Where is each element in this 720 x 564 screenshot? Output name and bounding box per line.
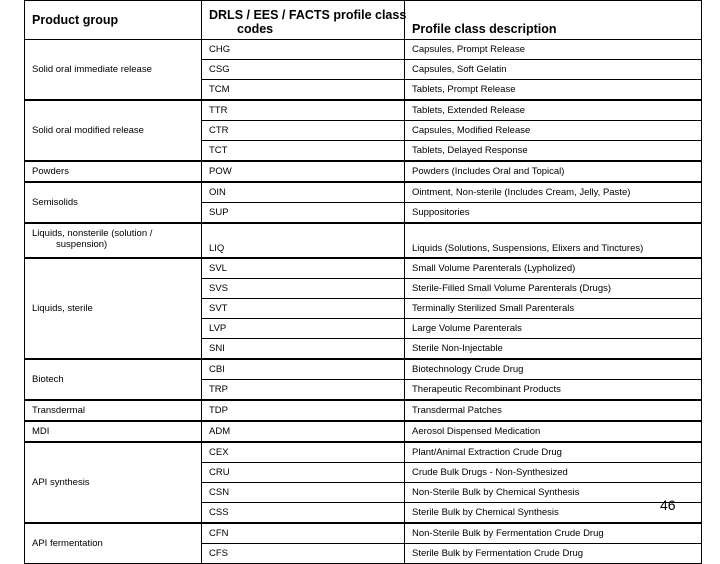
profile-code-cell: TCT: [202, 141, 405, 162]
page-number: 46: [660, 497, 676, 513]
profile-description-cell: Capsules, Soft Gelatin: [405, 60, 702, 80]
product-group-cell: Biotech: [25, 359, 202, 400]
table-row: [25, 400, 702, 421]
profile-code-cell: CBI: [202, 359, 405, 380]
profile-code-cell: SNI: [202, 339, 405, 360]
table-body: [25, 40, 702, 564]
profile-code-cell: OIN: [202, 182, 405, 203]
profile-description-cell: Crude Bulk Drugs - Non-Synthesized: [405, 463, 702, 483]
profile-code-cell: CSG: [202, 60, 405, 80]
profile-code-cell: SUP: [202, 203, 405, 224]
product-group-cell: Powders: [25, 161, 202, 182]
profile-code-cell: CFN: [202, 523, 405, 544]
product-group-cell: Solid oral modified release: [25, 100, 202, 161]
product-group-line2: suspension): [56, 239, 108, 250]
profile-description-cell: Non-Sterile Bulk by Fermentation Crude Drug: [405, 523, 702, 544]
product-group-line1: Liquids, nonsterile (solution /: [32, 228, 153, 239]
profile-code-cell: ADM: [202, 421, 405, 442]
profile-code-cell: TDP: [202, 400, 405, 421]
profile-code-cell: CFS: [202, 544, 405, 564]
profile-description-cell: Large Volume Parenterals: [405, 319, 702, 339]
profile-code-cell: CEX: [202, 442, 405, 463]
profile-description-cell: Sterile-Filled Small Volume Parenterals (Drugs): [405, 279, 702, 299]
table-row: [25, 161, 702, 182]
profile-description-cell: Sterile Bulk by Fermentation Crude Drug: [405, 544, 702, 564]
profile-code-cell: SVT: [202, 299, 405, 319]
profile-description-cell: Transdermal Patches: [405, 400, 702, 421]
table-row: [25, 258, 702, 279]
profile-code-cell: POW: [202, 161, 405, 182]
header-codes: [202, 1, 405, 40]
product-group-cell: Transdermal: [25, 400, 202, 421]
table-row: [25, 442, 702, 463]
header-row: [25, 1, 702, 40]
profile-description-cell: Biotechnology Crude Drug: [405, 359, 702, 380]
profile-description-cell: Capsules, Prompt Release: [405, 40, 702, 60]
profile-code-cell: LVP: [202, 319, 405, 339]
product-group-cell: Solid oral immediate release: [25, 40, 202, 101]
profile-description-cell: Capsules, Modified Release: [405, 121, 702, 141]
profile-code-cell: SVS: [202, 279, 405, 299]
product-group-cell: Semisolids: [25, 182, 202, 223]
table-row: [25, 223, 702, 258]
table-row: [25, 421, 702, 442]
product-group-cell: API synthesis: [25, 442, 202, 523]
profile-description-cell: Tablets, Extended Release: [405, 100, 702, 121]
profile-code-cell: TRP: [202, 380, 405, 401]
profile-description-cell: Suppositories: [405, 203, 702, 224]
header-codes-line1: DRLS / EES / FACTS profile class: [209, 8, 407, 22]
product-group-cell: Liquids, sterile: [25, 258, 202, 359]
table-row: [25, 523, 702, 544]
profile-code-cell: TTR: [202, 100, 405, 121]
header-codes-line2: codes: [237, 22, 274, 36]
profile-description-cell: Tablets, Delayed Response: [405, 141, 702, 162]
profile-code-cell: CSN: [202, 483, 405, 503]
profile-code-cell: CRU: [202, 463, 405, 483]
table-row: [25, 359, 702, 380]
profile-code-cell: SVL: [202, 258, 405, 279]
profile-description-cell: Therapeutic Recombinant Products: [405, 380, 702, 401]
profile-description-cell: Sterile Non-Injectable: [405, 339, 702, 360]
profile-code-cell: CSS: [202, 503, 405, 524]
profile-description-cell: Aerosol Dispensed Medication: [405, 421, 702, 442]
header-description: Profile class description: [405, 1, 702, 40]
profile-description-cell: Powders (Includes Oral and Topical): [405, 161, 702, 182]
table-row: [25, 100, 702, 121]
profile-description-cell: Liquids (Solutions, Suspensions, Elixers and Tinctures): [405, 223, 702, 258]
table-row: [25, 40, 702, 60]
profile-class-table: [24, 0, 702, 564]
profile-code-cell: CHG: [202, 40, 405, 60]
profile-description-cell: Tablets, Prompt Release: [405, 80, 702, 101]
profile-description-cell: Non-Sterile Bulk by Chemical Synthesis: [405, 483, 702, 503]
product-group-cell: MDI: [25, 421, 202, 442]
header-product-group: Product group: [25, 1, 202, 40]
product-group-cell: API fermentation: [25, 523, 202, 564]
profile-description-cell: Plant/Animal Extraction Crude Drug: [405, 442, 702, 463]
profile-code-cell: TCM: [202, 80, 405, 101]
profile-code-cell: CTR: [202, 121, 405, 141]
profile-description-cell: Small Volume Parenterals (Lypholized): [405, 258, 702, 279]
product-group-cell: [25, 223, 202, 258]
profile-code-cell: LIQ: [202, 223, 405, 258]
profile-description-cell: Ointment, Non-sterile (Includes Cream, Jelly, Paste): [405, 182, 702, 203]
profile-description-cell: Sterile Bulk by Chemical Synthesis: [405, 503, 702, 524]
profile-description-cell: Terminally Sterilized Small Parenterals: [405, 299, 702, 319]
table-row: [25, 182, 702, 203]
